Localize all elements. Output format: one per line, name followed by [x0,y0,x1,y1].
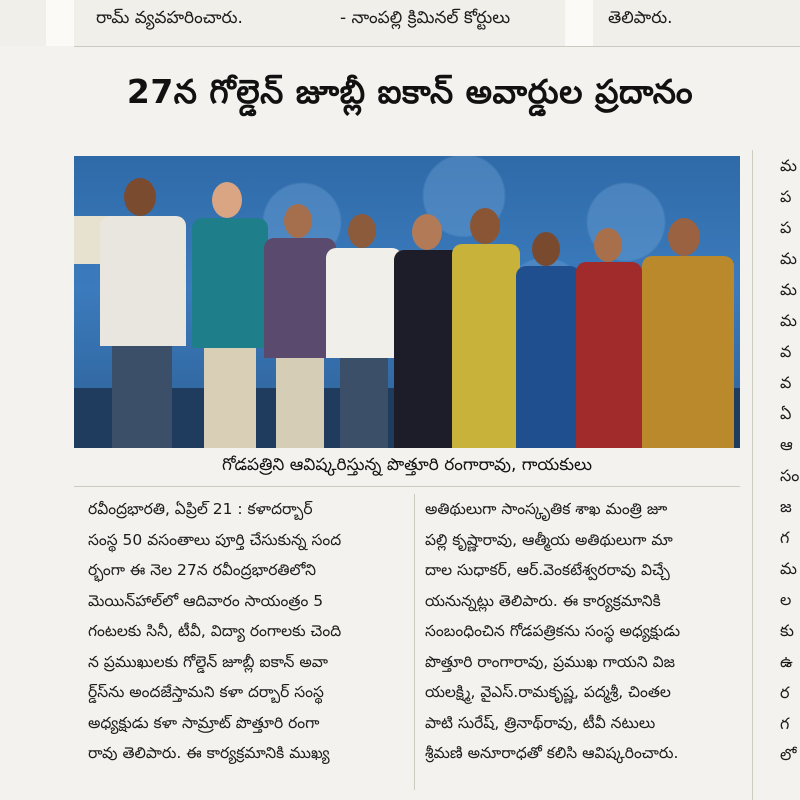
article-headline: 27న గోల్డెన్ జూబ్లీ ఐకాన్ అవార్డుల ప్రదానం [126,72,694,111]
person [514,232,582,448]
adjacent-article-column: మ ప ప మ మ మ వ వ ఏ ఆ సం జ గ మ ల కు ఉ ర గ లో [780,156,800,764]
top-left-text: రామ్ వ్యవహరించారు. [96,8,243,28]
body-line: పాటి సురేష్, త్రినాథ్‌రావు, టీవీ నటులు [425,713,656,732]
body-line: యనున్నట్లు తెలిపారు. ఈ కార్యక్రమానికి [425,591,661,610]
divider [74,46,800,47]
body-line: సంస్థ 50 వసంతాలు పూర్తి చేసుకున్న సంద [88,530,342,549]
body-line: శ్రీమణి అనూరాధతో కలిసి ఆవిష్కరించారు. [425,744,679,762]
body-line: గంటలకు సినీ, టీవీ, విద్యా రంగాలకు చెంది [88,622,342,640]
article-body-right-column [425,494,745,769]
photo-caption: గోడపత్రిని ఆవిష్కరిస్తున్న పొత్తూరి రంగారావు, గాయకులు [222,455,592,475]
top-right-text: తెలిపారు. [608,8,673,28]
column-gutter [565,0,593,46]
person [450,208,522,448]
body-line: సంబంధించిన గోడపత్రికను సంస్థ అధ్యక్షుడు [425,622,681,640]
person [190,182,270,448]
column-gutter [46,0,74,46]
person [574,228,644,448]
column-divider [414,494,415,790]
person [640,218,736,448]
divider [74,486,740,487]
top-center-text: - నాంపల్లి క్రిమినల్ కోర్టులు [340,8,511,28]
body-line: అతిథులుగా సాంస్కృతిక శాఖ మంత్రి జూ [425,500,668,518]
body-line: ర్భంగా ఈ నెల 27న రవీంద్రభారతిలోని [88,561,316,579]
body-line: యలక్ష్మి, వైఎస్.రామకృష్ణ, పద్మశ్రీ, చింతల [425,683,671,701]
article-photo [74,156,740,448]
body-line: ర్డ్‌స్‌ను అందజేస్తామని కళా దర్బార్ సంస్థ [88,683,324,701]
body-line: పల్లి కృష్ణారావు, ఆత్మీయ అతిథులుగా మా [425,530,673,549]
top-article-strip [0,0,800,46]
body-line: అధ్యక్షుడు కళా సామ్రాట్ పొత్తూరి రంగా [88,713,320,732]
body-line: న ప్రముఖులకు గోల్డెన్ జూబ్లీ ఐకాన్ అవా [88,652,329,671]
column-divider [752,150,753,800]
body-line: దాల సుధాకర్, ఆర్.వెంకటేశ్వరరావు విచ్చే [425,561,670,579]
body-line: రావు తెలిపారు. ఈ కార్యక్రమానికి ముఖ్య [88,744,330,762]
article-body-left-column [88,494,408,769]
body-line: పొత్తూరి రాంగారావు, ప్రముఖ గాయని విజ [425,652,675,671]
person [94,178,194,448]
body-line: రవీంద్రభారతి, ఏప్రిల్ 21 : కళాదర్బార్ [88,500,313,518]
body-line: మెయిన్‌హాల్‌లో ఆదివారం సాయంత్రం 5 [88,591,324,610]
